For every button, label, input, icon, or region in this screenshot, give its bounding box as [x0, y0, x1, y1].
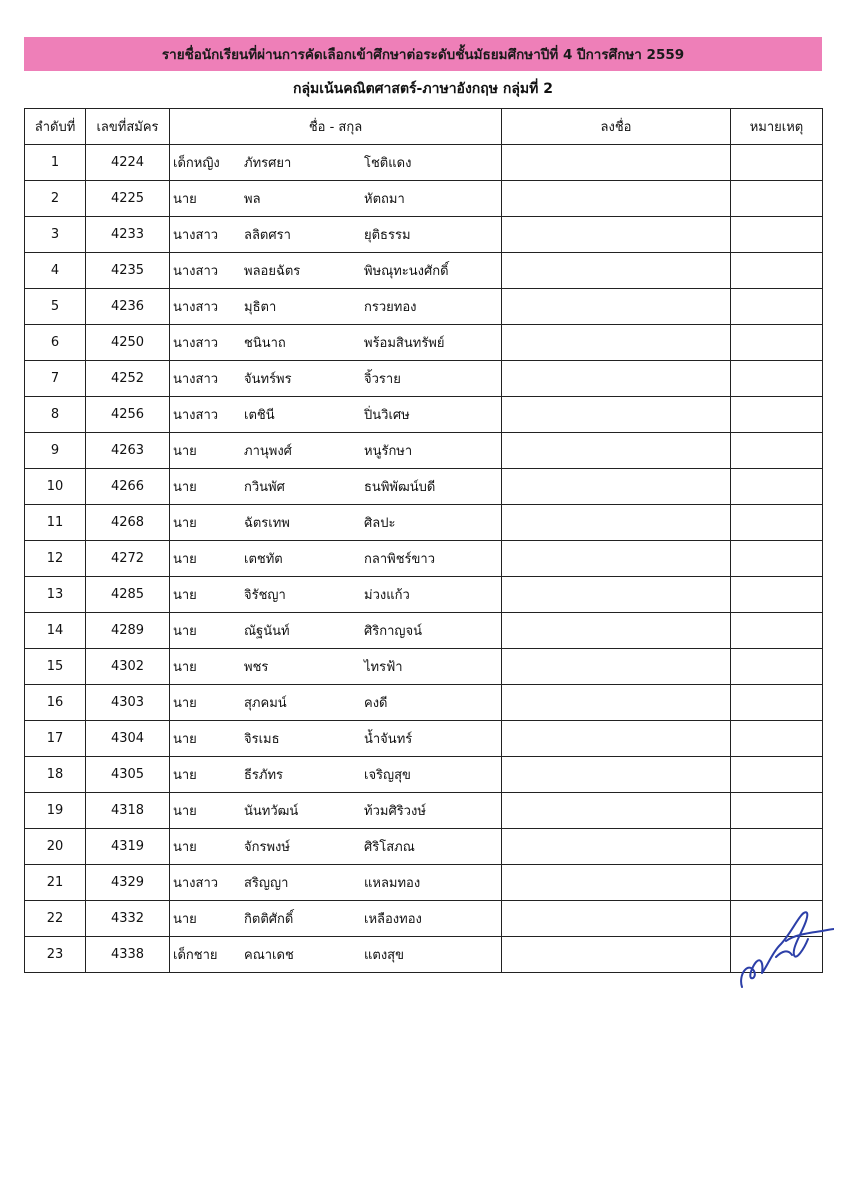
remarks-cell — [731, 793, 823, 829]
signature-cell[interactable] — [502, 361, 731, 397]
name-prefix: เด็กชาย — [173, 948, 218, 963]
first-name: ณัฐนันท์ — [244, 624, 290, 639]
name-prefix: นางสาว — [173, 300, 219, 315]
full-name-cell — [170, 289, 502, 325]
last-name: ศิริกาญจน์ — [364, 624, 422, 639]
first-name: กิตติศักดิ์ — [244, 912, 294, 927]
first-name: ภานุพงศ์ — [244, 444, 292, 459]
remarks-cell — [731, 613, 823, 649]
last-name: ไทรฟ้า — [364, 660, 403, 675]
application-id-cell: 4235 — [86, 253, 170, 289]
first-name: ชนินาถ — [244, 336, 286, 351]
full-name-cell — [170, 685, 502, 721]
first-name: ธีรภัทร — [244, 768, 284, 783]
application-id-cell: 4332 — [86, 901, 170, 937]
application-id-cell: 4303 — [86, 685, 170, 721]
first-name: คณาเดช — [244, 948, 294, 963]
first-name: จิรเมธ — [244, 732, 280, 747]
name-prefix: นางสาว — [173, 228, 219, 243]
remarks-cell — [731, 361, 823, 397]
application-id-cell: 4318 — [86, 793, 170, 829]
first-name: สริญญา — [244, 876, 289, 891]
application-id-cell: 4268 — [86, 505, 170, 541]
full-name-cell — [170, 829, 502, 865]
application-id-cell: 4256 — [86, 397, 170, 433]
remarks-cell — [731, 145, 823, 181]
remarks-cell — [731, 541, 823, 577]
full-name-cell — [170, 793, 502, 829]
last-name: ท้วมศิริวงษ์ — [364, 804, 426, 819]
full-name-cell — [170, 901, 502, 937]
application-id-cell: 4302 — [86, 649, 170, 685]
signature-cell[interactable] — [502, 901, 731, 937]
full-name-cell — [170, 865, 502, 901]
first-name: พลอยฉัตร — [244, 264, 301, 279]
remarks-cell — [731, 325, 823, 361]
signature-cell[interactable] — [502, 793, 731, 829]
order-cell: 23 — [25, 937, 86, 973]
name-prefix: เด็กหญิง — [173, 156, 220, 171]
name-prefix: นาย — [173, 732, 197, 747]
title-banner — [24, 37, 822, 71]
first-name: พชร — [244, 660, 269, 675]
full-name-cell — [170, 217, 502, 253]
signature-cell[interactable] — [502, 577, 731, 613]
remarks-cell — [731, 829, 823, 865]
first-name: ภัทรศยา — [244, 156, 292, 171]
column-header-order: ลำดับที่ — [25, 109, 86, 145]
signature-cell[interactable] — [502, 397, 731, 433]
last-name: ธนพิพัฒน์บดี — [364, 480, 436, 495]
signature-cell[interactable] — [502, 721, 731, 757]
order-cell: 20 — [25, 829, 86, 865]
name-prefix: นาย — [173, 624, 197, 639]
order-cell: 19 — [25, 793, 86, 829]
last-name: ยุติธรรม — [364, 228, 411, 243]
remarks-cell — [731, 649, 823, 685]
order-cell: 21 — [25, 865, 86, 901]
signature-cell[interactable] — [502, 649, 731, 685]
application-id-cell: 4236 — [86, 289, 170, 325]
remarks-cell — [731, 181, 823, 217]
first-name: จิรัชญา — [244, 588, 286, 603]
table-row — [25, 937, 823, 973]
order-cell: 2 — [25, 181, 86, 217]
application-id-cell: 4272 — [86, 541, 170, 577]
table-row — [25, 793, 823, 829]
table-row — [25, 253, 823, 289]
remarks-cell — [731, 253, 823, 289]
table-row — [25, 145, 823, 181]
application-id-cell: 4266 — [86, 469, 170, 505]
last-name: หนูรักษา — [364, 444, 413, 459]
page-title: รายชื่อนักเรียนที่ผ่านการคัดเลือกเข้าศึกษาต่อระดับชั้นมัธยมศึกษาปีที่ 4 ปีการศึกษา 2559 — [161, 47, 685, 63]
full-name-cell — [170, 937, 502, 973]
first-name: มุธิตา — [244, 300, 277, 315]
student-roster-table — [24, 108, 823, 973]
remarks-cell — [731, 685, 823, 721]
table-row — [25, 505, 823, 541]
application-id-cell: 4329 — [86, 865, 170, 901]
column-header-signature: ลงชื่อ — [502, 109, 731, 145]
full-name-cell — [170, 361, 502, 397]
signature-cell[interactable] — [502, 937, 731, 973]
name-prefix: นาย — [173, 588, 197, 603]
last-name: เจริญสุข — [364, 768, 411, 783]
order-cell: 14 — [25, 613, 86, 649]
name-prefix: นาย — [173, 840, 197, 855]
table-row — [25, 577, 823, 613]
table-row — [25, 757, 823, 793]
table-row — [25, 397, 823, 433]
last-name: น้ำจันทร์ — [364, 732, 413, 747]
last-name: ม่วงแก้ว — [364, 588, 410, 603]
signature-cell[interactable] — [502, 145, 731, 181]
column-header-full-name: ชื่อ - สกุล — [170, 109, 502, 145]
application-id-cell: 4224 — [86, 145, 170, 181]
table-row — [25, 433, 823, 469]
full-name-cell — [170, 433, 502, 469]
remarks-cell — [731, 721, 823, 757]
signature-cell[interactable] — [502, 505, 731, 541]
order-cell: 6 — [25, 325, 86, 361]
table-row — [25, 829, 823, 865]
table-row — [25, 865, 823, 901]
table-row — [25, 361, 823, 397]
signature-cell[interactable] — [502, 865, 731, 901]
table-row — [25, 649, 823, 685]
name-prefix: นาย — [173, 192, 197, 207]
application-id-cell: 4304 — [86, 721, 170, 757]
name-prefix: นางสาว — [173, 372, 219, 387]
signature-cell[interactable] — [502, 433, 731, 469]
first-name: เตชทัต — [244, 552, 283, 567]
first-name: พล — [244, 192, 261, 207]
order-cell: 8 — [25, 397, 86, 433]
last-name: โชติแดง — [364, 156, 412, 171]
handwritten-signature — [734, 895, 834, 995]
order-cell: 10 — [25, 469, 86, 505]
table-row — [25, 541, 823, 577]
signature-cell[interactable] — [502, 757, 731, 793]
full-name-cell — [170, 649, 502, 685]
table-row — [25, 613, 823, 649]
last-name: แหลมทอง — [364, 876, 421, 891]
signature-cell[interactable] — [502, 541, 731, 577]
full-name-cell — [170, 397, 502, 433]
remarks-cell — [731, 433, 823, 469]
name-prefix: นาย — [173, 768, 197, 783]
remarks-cell — [731, 757, 823, 793]
application-id-cell: 4233 — [86, 217, 170, 253]
column-header-application-id: เลขที่สมัคร — [86, 109, 170, 145]
full-name-cell — [170, 181, 502, 217]
last-name: ปิ่นวิเศษ — [364, 408, 410, 423]
order-cell: 9 — [25, 433, 86, 469]
table-header-row — [25, 109, 823, 145]
table-row — [25, 721, 823, 757]
full-name-cell — [170, 325, 502, 361]
last-name: แตงสุข — [364, 948, 404, 963]
name-prefix: นาย — [173, 804, 197, 819]
signature-cell[interactable] — [502, 217, 731, 253]
full-name-cell — [170, 145, 502, 181]
name-prefix: นาย — [173, 696, 197, 711]
full-name-cell — [170, 253, 502, 289]
first-name: สุภคมน์ — [244, 696, 287, 711]
last-name: จิ้วราย — [364, 372, 401, 387]
first-name: นันทวัฒน์ — [244, 804, 299, 819]
full-name-cell — [170, 505, 502, 541]
first-name: เตชินี — [244, 408, 275, 423]
remarks-cell — [731, 577, 823, 613]
full-name-cell — [170, 469, 502, 505]
order-cell: 13 — [25, 577, 86, 613]
name-prefix: นาย — [173, 660, 197, 675]
order-cell: 22 — [25, 901, 86, 937]
remarks-cell — [731, 217, 823, 253]
table-row — [25, 685, 823, 721]
order-cell: 7 — [25, 361, 86, 397]
first-name: จันทร์พร — [244, 372, 292, 387]
last-name: หัตถมา — [364, 192, 405, 207]
name-prefix: นางสาว — [173, 876, 219, 891]
name-prefix: นาย — [173, 912, 197, 927]
column-header-remarks: หมายเหตุ — [731, 109, 823, 145]
order-cell: 17 — [25, 721, 86, 757]
name-prefix: นางสาว — [173, 264, 219, 279]
page-subtitle: กลุ่มเน้นคณิตศาสตร์-ภาษาอังกฤษ กลุ่มที่ 2 — [293, 81, 553, 97]
full-name-cell — [170, 613, 502, 649]
last-name: กลาพิชร์ขาว — [364, 552, 435, 567]
signature-cell[interactable] — [502, 469, 731, 505]
application-id-cell: 4305 — [86, 757, 170, 793]
table-row — [25, 181, 823, 217]
order-cell: 11 — [25, 505, 86, 541]
table-row — [25, 901, 823, 937]
signature-cell[interactable] — [502, 181, 731, 217]
full-name-cell — [170, 757, 502, 793]
full-name-cell — [170, 721, 502, 757]
first-name: กวินพัศ — [244, 480, 285, 495]
name-prefix: นาย — [173, 516, 197, 531]
last-name: ศิลปะ — [364, 516, 396, 531]
table-body — [25, 145, 823, 973]
application-id-cell: 4285 — [86, 577, 170, 613]
last-name: คงดี — [364, 696, 388, 711]
signature-cell[interactable] — [502, 325, 731, 361]
full-name-cell — [170, 541, 502, 577]
order-cell: 1 — [25, 145, 86, 181]
signature-cell[interactable] — [502, 253, 731, 289]
last-name: เหลืองทอง — [364, 912, 422, 927]
table-row — [25, 325, 823, 361]
last-name: ศิริโสภณ — [364, 840, 415, 855]
name-prefix: นางสาว — [173, 336, 219, 351]
table-row — [25, 469, 823, 505]
last-name: พิษณุทะนงศักดิ์ — [364, 264, 449, 279]
application-id-cell: 4250 — [86, 325, 170, 361]
name-prefix: นางสาว — [173, 408, 219, 423]
order-cell: 15 — [25, 649, 86, 685]
table-row — [25, 217, 823, 253]
last-name: กรวยทอง — [364, 300, 417, 315]
name-prefix: นาย — [173, 480, 197, 495]
remarks-cell — [731, 505, 823, 541]
signature-cell[interactable] — [502, 829, 731, 865]
name-prefix: นาย — [173, 444, 197, 459]
remarks-cell — [731, 397, 823, 433]
signature-cell[interactable] — [502, 685, 731, 721]
order-cell: 5 — [25, 289, 86, 325]
name-prefix: นาย — [173, 552, 197, 567]
order-cell: 16 — [25, 685, 86, 721]
order-cell: 18 — [25, 757, 86, 793]
signature-cell[interactable] — [502, 289, 731, 325]
first-name: ฉัตรเทพ — [244, 516, 290, 531]
order-cell: 4 — [25, 253, 86, 289]
full-name-cell — [170, 577, 502, 613]
remarks-cell — [731, 289, 823, 325]
first-name: ลลิตศรา — [244, 228, 291, 243]
application-id-cell: 4319 — [86, 829, 170, 865]
application-id-cell: 4289 — [86, 613, 170, 649]
remarks-cell — [731, 469, 823, 505]
first-name: จักรพงษ์ — [244, 840, 290, 855]
application-id-cell: 4225 — [86, 181, 170, 217]
application-id-cell: 4263 — [86, 433, 170, 469]
order-cell: 3 — [25, 217, 86, 253]
last-name: พร้อมสินทรัพย์ — [364, 336, 445, 351]
order-cell: 12 — [25, 541, 86, 577]
table-row — [25, 289, 823, 325]
application-id-cell: 4252 — [86, 361, 170, 397]
signature-cell[interactable] — [502, 613, 731, 649]
application-id-cell: 4338 — [86, 937, 170, 973]
